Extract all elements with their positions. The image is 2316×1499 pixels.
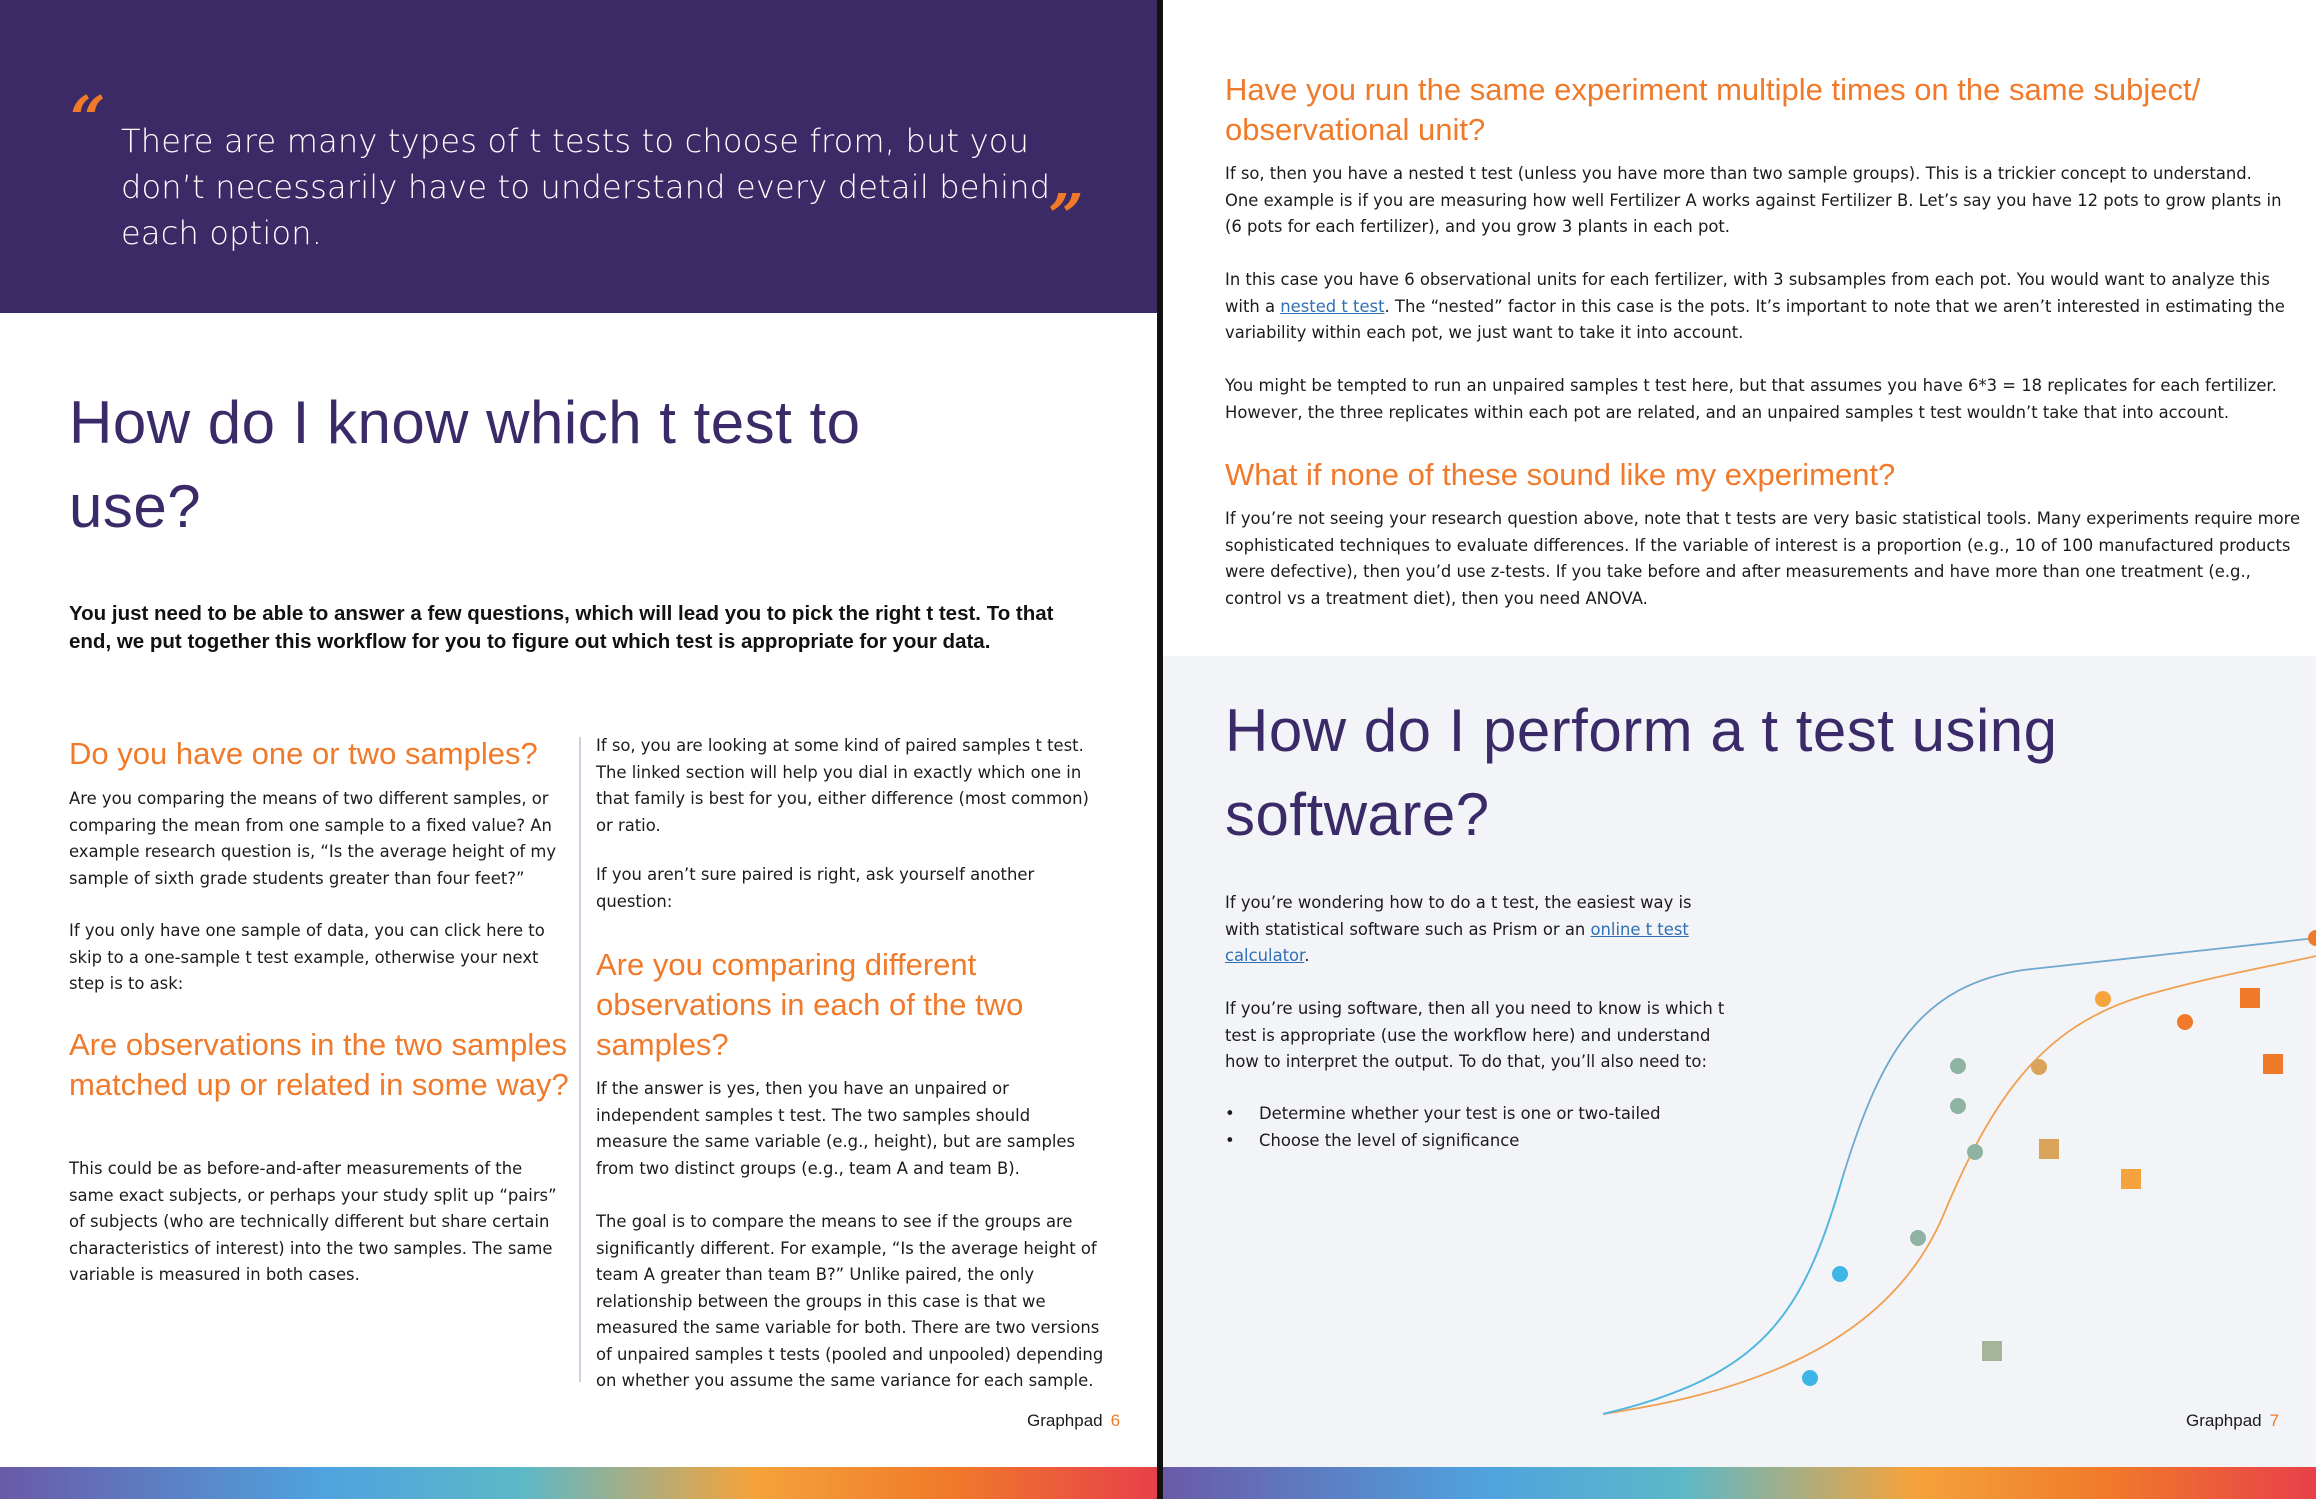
paragraph [1225, 890, 1725, 970]
pull-quote: There are many types of t tests to choose from, but you don’t necessarily have to understand every detail behind each option. [121, 122, 1051, 252]
open-quote-icon: “ [70, 82, 98, 155]
section-heading-none-of-these: What if none of these sound like my experiment? [1225, 457, 1896, 492]
page-title: How do I know which t test to use? [69, 389, 861, 540]
paragraph: This could be as before-and-after measurements of the same exact subjects, or perhaps your study split up “pairs” of subjects (who are technically different but share certain characteristics of interest) into the two samples. The same variable is measured in both cases. [69, 1159, 557, 1284]
lead-paragraph: You just need to be able to answer a few questions, which will lead you to pick the right t test. To that end, we put together this workflow for you to figure out which test is appropriate for your data. [69, 602, 1054, 653]
section-heading-matched-samples: Are observations in the two samples matched up or related in some way? [69, 1027, 569, 1102]
text-run: If you’re wondering how to do a t test, the easiest way is with statistical software such as Prism or an [1225, 893, 1692, 939]
data-square [2263, 1054, 2283, 1074]
data-point [1967, 1144, 1983, 1160]
data-square [2240, 988, 2260, 1008]
gradient-footer-bar [1163, 1467, 2316, 1499]
online-t-test-calculator-link[interactable]: online t test calculator [1225, 919, 1689, 965]
gradient-footer-bar [0, 1467, 1157, 1499]
paragraph: You might be tempted to run an unpaired samples t test here, but that assumes you have 6*3 = 18 replicates for each fertilizer. However, the three replicates within each pot are related, and an unpaired samples t test wouldn’t take that into account. [1225, 376, 2277, 422]
paragraph [1225, 267, 2285, 347]
paragraph: The goal is to compare the means to see if the groups are significantly different. For example, “Is the average height of team A greater than team B?” Unlike paired, the only relationship between the groups in this case is that we measured the same variable for both. There are two versions of unpaired samples t tests (pooled and unpooled) depending on whether you assume the same variance for each sample. [596, 1212, 1104, 1390]
bullet-list [1225, 1101, 1745, 1154]
page-title: How do I perform a t test using software? [1225, 697, 2058, 848]
nested-t-test-link[interactable]: nested t test [1280, 296, 1385, 316]
paragraph: If so, then you have a nested t test (unless you have more than two sample groups). This is a trickier concept to understand. One example is if you are measuring how well Fertilizer A works against Fertilizer B. Let’s say you have 12 pots to grow plants in (6 pots for each fertilizer), and you grow 3 plants in each pot. [1225, 164, 2282, 236]
column-divider [579, 737, 581, 1382]
section-heading-different-observations: Are you comparing different observations in each of the two samples? [596, 947, 1024, 1062]
data-point [1802, 1370, 1818, 1386]
page-footer [2186, 1411, 2279, 1431]
paragraph: If the answer is yes, then you have an unpaired or independent samples t test. The two samples should measure the same variable (e.g., height), but are samples from two distinct groups (e.g., team A and team B). [596, 1079, 1076, 1178]
text-run: . The “nested” factor in this case is the pots. It’s important to note that we aren’t interested in estimating the variability within each pot, we just want to take it into account. [1225, 296, 2285, 342]
paragraph: If you only have one sample of data, you can click here to skip to a one-sample t test example, otherwise your next step is to ask: [69, 921, 545, 993]
footer-brand: Graphpad [1027, 1411, 1103, 1430]
right-page [1163, 0, 2316, 1499]
page-number: 7 [2269, 1411, 2280, 1430]
left-page [0, 0, 1157, 1499]
data-square [2121, 1169, 2141, 1189]
section-heading-nested: Have you run the same experiment multiple times on the same subject/ observational unit? [1225, 72, 2201, 147]
data-point [1832, 1266, 1848, 1282]
close-quote-icon: ” [1048, 180, 1076, 253]
list-item: • Choose the level of significance [1225, 1128, 1745, 1155]
page-number: 6 [1110, 1411, 1121, 1430]
data-point [1950, 1098, 1966, 1114]
page-footer [1027, 1411, 1120, 1431]
data-point [2095, 991, 2111, 1007]
text-run: In this case you have 6 observational units for each fertilizer, with 3 subsamples from each pot. You would want to analyze this with a [1225, 270, 2270, 316]
data-point [2308, 930, 2316, 946]
text-run: . [1304, 946, 1310, 965]
data-point [2031, 1059, 2047, 1075]
data-point [1950, 1058, 1966, 1074]
paragraph: Are you comparing the means of two different samples, or comparing the mean from one sample to a fixed value? An example research question is, “Is the average height of my sample of sixth grade students greater than four feet?” [69, 789, 557, 888]
data-square [2039, 1139, 2059, 1159]
section-heading-one-or-two-samples: Do you have one or two samples? [69, 736, 538, 771]
quote-banner [0, 0, 1157, 313]
footer-brand: Graphpad [2186, 1411, 2262, 1430]
list-item: • Determine whether your test is one or two-tailed [1225, 1101, 1745, 1128]
paragraph: If so, you are looking at some kind of paired samples t test. The linked section will help you dial in exactly which one in that family is best for you, either difference (most common) or ratio. [596, 736, 1089, 835]
paragraph: If you’re using software, then all you need to know is which t test is appropriate (use the workflow here) and understand how to interpret the output. To do that, you’ll also need to: [1225, 999, 1725, 1071]
data-point [2177, 1014, 2193, 1030]
data-point [1910, 1230, 1926, 1246]
paragraph: If you aren’t sure paired is right, ask yourself another question: [596, 865, 1035, 911]
data-square [1982, 1341, 2002, 1361]
paragraph: If you’re not seeing your research question above, note that t tests are very basic statistical tools. Many experiments require more sophisticated techniques to evaluate differences. If the variable of interest is a proportion (e.g., 10 of 100 manufactured products were defective), then you’d use z-tests. If you take before and after measurements and have more than one treatment (e.g., control vs a treatment diet), then you need ANOVA. [1225, 509, 2301, 608]
